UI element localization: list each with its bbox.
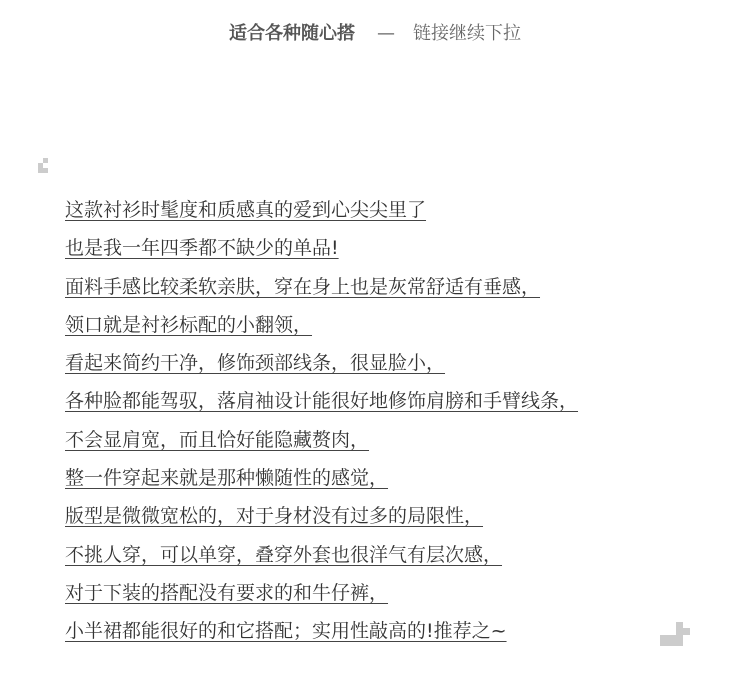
description-line: 这款衬衫时髦度和质感真的爱到心尖尖里了 bbox=[65, 199, 427, 221]
header-subtitle: 链接继续下拉 bbox=[413, 23, 521, 44]
section-header bbox=[0, 22, 750, 46]
description-line: 整一件穿起来就是那种懒随性的感觉， bbox=[65, 467, 389, 490]
description-line: 小半裙都能很好的和它搭配；实用性敲高的!推荐之~ bbox=[65, 620, 507, 643]
quote-open-icon bbox=[36, 158, 52, 174]
header-title: 适合各种随心搭 bbox=[229, 23, 355, 44]
description-line: 也是我一年四季都不缺少的单品! bbox=[65, 237, 339, 260]
header-separator: — bbox=[377, 23, 395, 44]
description-line: 各种脸都能驾驭，落肩袖设计能很好地修饰肩膀和手臂线条， bbox=[65, 390, 579, 413]
description-line: 领口就是衬衫标配的小翻领， bbox=[65, 313, 313, 336]
description-line: 看起来简约干净，修饰颈部线条，很显脸小， bbox=[65, 352, 446, 375]
description-line: 面料手感比较柔软亲肤，穿在身上也是灰常舒适有垂感， bbox=[65, 275, 541, 298]
description-line: 不会显肩宽，而且恰好能隐藏赘肉， bbox=[65, 428, 370, 451]
description-line: 不挑人穿，可以单穿，叠穿外套也很洋气有层次感， bbox=[65, 543, 503, 566]
description-line: 版型是微微宽松的，对于身材没有过多的局限性， bbox=[65, 505, 484, 528]
quote-close-icon bbox=[660, 622, 690, 648]
product-description bbox=[65, 196, 578, 656]
description-line: 对于下装的搭配没有要求的和牛仔裤， bbox=[65, 581, 389, 604]
